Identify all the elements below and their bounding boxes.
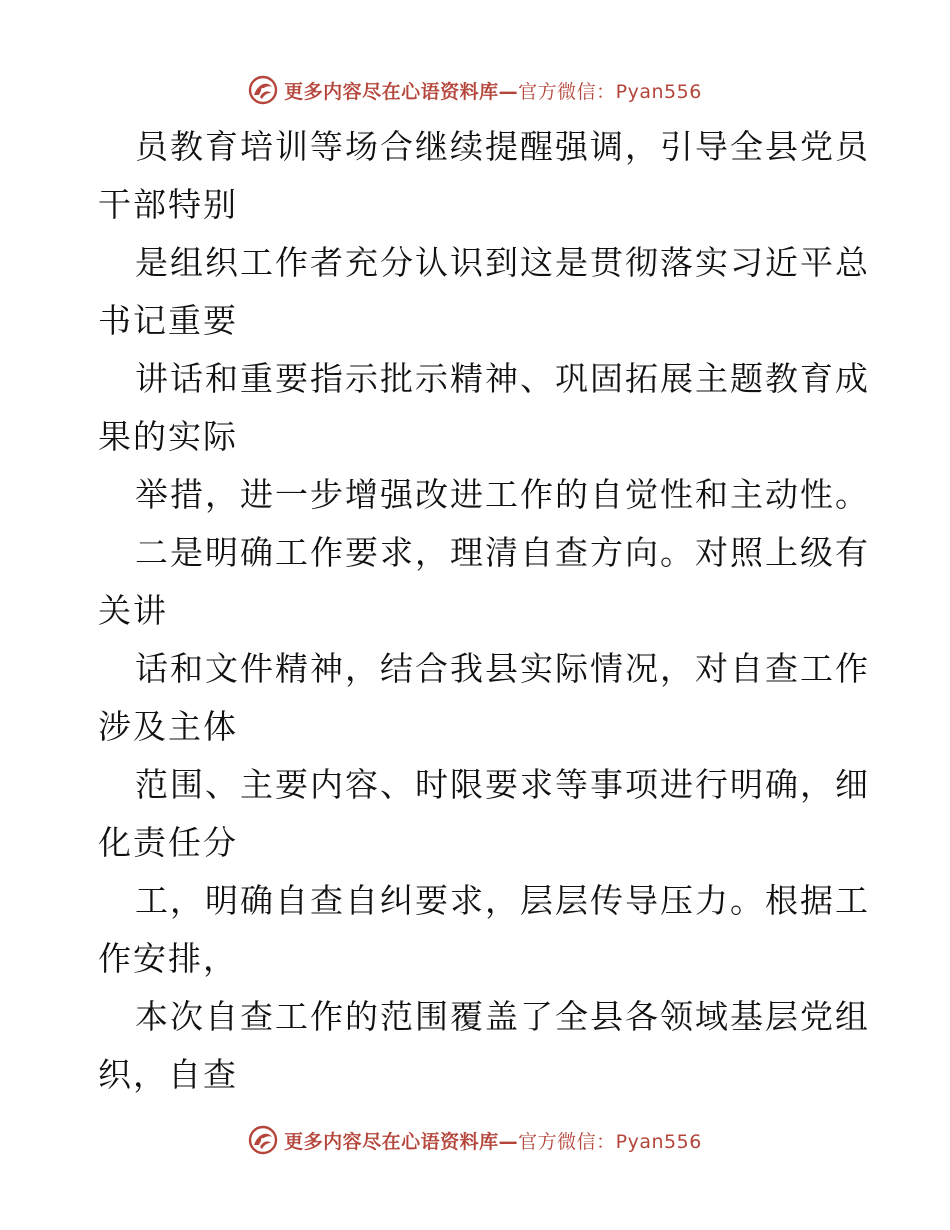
- footer-brand: 更多内容尽在心语资料库: [284, 1130, 499, 1153]
- footer-brand-text: [284, 1127, 702, 1154]
- swirl-logo-icon: [248, 1125, 278, 1155]
- paragraph-line: 讲话和重要指示批示精神、巩固拓展主题教育成 果的实际: [98, 359, 870, 456]
- header-brand: 更多内容尽在心语资料库: [284, 80, 499, 103]
- header-brand-text: [284, 77, 702, 104]
- footer-watermark: [0, 1120, 950, 1160]
- paragraph-line: 员教育培训等场合继续提醒强调，引导全县党员 干部特别: [98, 127, 870, 224]
- header-watermark: [0, 70, 950, 110]
- footer-separator: —: [498, 1130, 519, 1153]
- paragraph-line: 话和文件精神，结合我县实际情况，对自查工作 涉及主体: [98, 649, 870, 746]
- paragraph-line: 二是明确工作要求，理清自查方向。对照上级有 关讲: [98, 533, 870, 630]
- paragraph-line: 本次自查工作的范围覆盖了全县各领域基层党组 织，自查: [98, 997, 870, 1094]
- document-body: [98, 118, 870, 1104]
- paragraph-line: 是组织工作者充分认识到这是贯彻落实习近平总 书记重要: [98, 243, 870, 340]
- footer-wechat: 官方微信：Pyan556: [518, 1130, 702, 1153]
- paragraph-line: 范围、主要内容、时限要求等事项进行明确，细 化责任分: [98, 765, 870, 862]
- paragraph-line: 工，明确自查自纠要求，层层传导压力。根据工 作安排，: [98, 881, 870, 978]
- header-wechat: 官方微信：Pyan556: [518, 80, 702, 103]
- paragraph-line: 举措，进一步增强改进工作的自觉性和主动性。: [135, 475, 870, 514]
- swirl-logo-icon: [248, 75, 278, 105]
- header-separator: —: [498, 80, 519, 103]
